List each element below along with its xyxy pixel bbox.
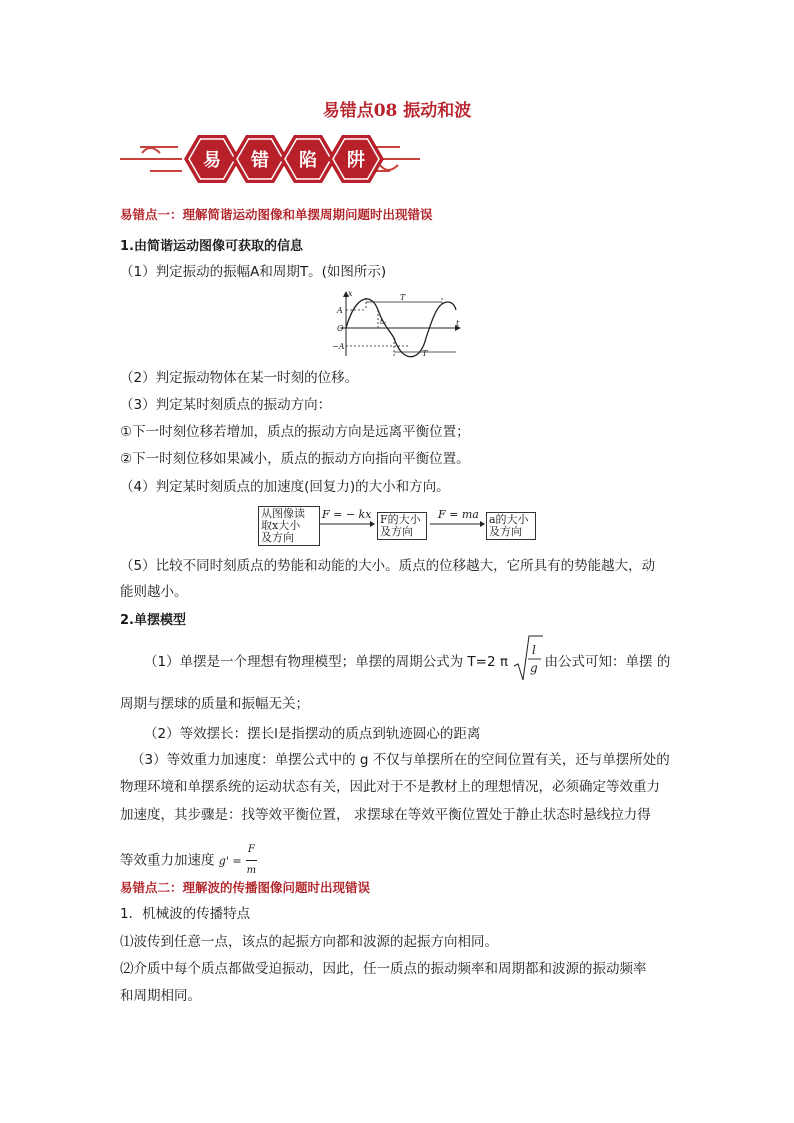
para-pendulum-period [144,652,670,672]
para-pendulum-period-2: 周期与摆球的质量和振幅无关； [120,696,309,712]
section-banner [120,125,420,189]
section1-sub1: 1.由简谐运动图像可获取的信息 [120,239,303,254]
flow-box-2 [377,512,427,540]
graph-t0-label: t₀ [380,318,386,326]
para-amplitude-period-text: （1）判定振动的振幅A和周期T。(如图所示) [120,264,387,280]
section2-heading: 易错点二：理解波的传播图像问题时出现错误 [120,880,371,895]
para-amplitude-period [120,262,386,282]
flow-box-1-line-3: 及方向 [261,531,294,544]
graph-t-label: t [456,319,460,328]
banner-char-3: 陷 [299,150,317,171]
para-energy-line1: （5）比较不同时刻质点的势能和动能的大小。质点的位移越大，它所具有的势能越大，动 [120,558,656,574]
fraction-denominator: m [246,865,257,876]
para-equivalent-g-line2: 物理环境和单摆系统的运动状态有关，因此对于不是教材上的理想情况，必须确定等效重力 [120,779,660,795]
graph-O-label: O [337,324,344,333]
para-direction: （3）判定某时刻质点的振动方向： [120,397,332,413]
flow-box-1 [258,506,320,546]
flow-box-3-line-2: 及方向 [489,525,522,538]
wave-feature-1: ⑴波传到任意一点，该点的起振方向都和波源的起振方向相同。 [120,934,498,950]
flow-arrow-1-label: F = − kx [322,508,372,521]
sqrt-l-over-g [513,634,543,684]
sqrt-numerator: l [532,643,536,657]
flow-box-2-line-1: F的大小 [380,513,421,526]
equivalent-g-fraction [246,840,257,881]
para-equivalent-length: （2）等效摆长：摆长l是指摆动的质点到轨迹圆心的距离 [144,726,481,742]
para-equivalent-g-line1: （3）等效重力加速度：单摆公式中的 g 不仅与单摆所在的空间位置有关，还与单摆所处的 [131,752,670,768]
para-energy-line2: 能则越小。 [120,584,188,600]
pendulum-period-text: （1）单摆是一个理想有物理模型；单摆的周期公式为 T=2 π [144,654,508,670]
banner-left-ornament [120,147,182,171]
shm-graph [330,288,465,360]
banner-char-2: 错 [251,150,269,171]
page-title: 易错点08 振动和波 [322,101,472,121]
graph-negA-label: −A [332,342,345,351]
graph-x-label: x [348,289,353,298]
graph-A-label: A [337,306,343,315]
flow-arrow-1 [320,520,376,528]
wave-feature-2-line1: ⑵介质中每个质点都做受迫振动，因此，任一质点的振动频率和周期都和波源的振动频率 [120,961,647,977]
graph-T-bottom-label: T [422,349,428,358]
sqrt-denominator: g [530,661,538,675]
wave-feature-title: 1．机械波的传播特点 [120,906,251,922]
flow-box-3 [486,512,536,540]
equivalent-g-text: 等效重力加速度 [120,852,215,869]
section1-heading: 易错点一：理解简谐运动图像和单摆周期问题时出现错误 [120,207,433,222]
wave-feature-2-line2: 和周期相同。 [120,988,201,1004]
flow-arrow-2 [430,520,486,528]
flow-box-2-line-2: 及方向 [380,525,413,538]
pendulum-period-text-2: 由公式可知：单摆 的 [544,654,671,670]
banner-char-4: 阱 [347,150,365,171]
para-equivalent-g-line4 [120,840,257,881]
flow-box-3-line-1: a的大小 [489,513,529,526]
section1-sub2: 2.单摆模型 [120,613,186,628]
graph-T-top-label: T [400,293,406,302]
para-direction-b: ②下一时刻位移如果减小，质点的振动方向指向平衡位置。 [120,451,470,467]
flow-box-1-line-1: 从图像读 [261,507,305,520]
para-equivalent-g-line3: 加速度，其步骤是：找等效平衡位置， 求摆球在等效平衡位置处于静止状态时悬线拉力得 [120,807,651,823]
flow-box-1-line-2: 取x大小 [261,519,301,532]
para-displacement: （2）判定振动物体在某一时刻的位移。 [120,370,359,386]
banner-char-1: 易 [203,150,221,171]
flow-arrow-2-label: F = ma [438,508,479,521]
fraction-numerator: F [246,840,257,861]
para-direction-a: ①下一时刻位移若增加，质点的振动方向是远离平衡位置； [120,424,470,440]
para-acceleration: （4）判定某时刻质点的加速度(回复力)的大小和方向。 [120,479,450,495]
equivalent-g-lhs: g' = [218,854,242,868]
